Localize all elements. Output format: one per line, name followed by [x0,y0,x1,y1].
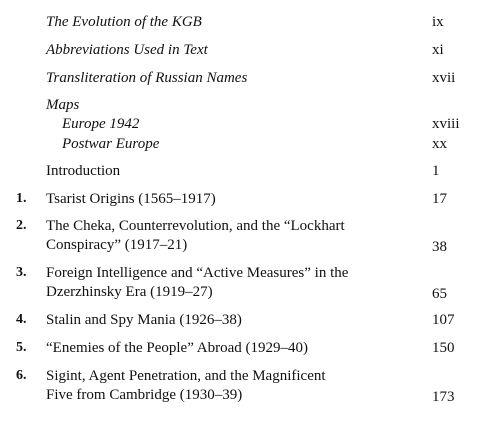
toc-entry-title: The Evolution of the KGB [46,14,202,30]
chapter-page: 65 [432,286,447,302]
toc-entry-title: Europe 1942 [62,116,140,132]
toc-entry-title: Postwar Europe [62,136,160,152]
toc-entry-title: Transliteration of Russian Names [46,70,248,86]
chapter-number: 3. [16,265,27,280]
chapter-page: 107 [432,312,455,328]
chapter-number: 4. [16,312,27,327]
chapter-number: 1. [16,191,27,206]
chapter-page: 173 [432,389,455,405]
toc-entry-title: Abbreviations Used in Text [46,42,208,58]
chapter-number: 6. [16,368,27,383]
chapter-number: 5. [16,340,27,355]
chapter-title: Stalin and Spy Mania (1926–38) [46,312,242,328]
toc-entry-title: Introduction [46,163,121,179]
chapter-title-continued: Five from Cambridge (1930–39) [46,387,243,403]
chapter-title-continued: Dzerzhinsky Era (1919–27) [46,284,213,300]
toc-entry-page: xi [432,42,444,58]
chapter-title: “Enemies of the People” Abroad (1929–40) [46,340,309,356]
toc-entry-page: xx [432,136,447,152]
chapter-number: 2. [16,218,27,233]
toc-entry-page: 1 [432,163,440,179]
chapter-page: 38 [432,239,447,255]
chapter-title: Tsarist Origins (1565–1917) [46,191,216,207]
toc-entry-page: ix [432,14,444,30]
chapter-page: 150 [432,340,455,356]
chapter-title: Foreign Intelligence and “Active Measures” in the [46,265,349,281]
chapter-page: 17 [432,191,447,207]
chapter-title: Sigint, Agent Penetration, and the Magnificent [46,368,326,384]
chapter-title: The Cheka, Counterrevolution, and the “Lockhart [46,218,345,234]
chapter-title-continued: Conspiracy” (1917–21) [46,237,188,253]
toc-entry-title: Maps [46,97,80,113]
toc-entry-page: xviii [432,116,460,132]
toc-entry-page: xvii [432,70,456,86]
